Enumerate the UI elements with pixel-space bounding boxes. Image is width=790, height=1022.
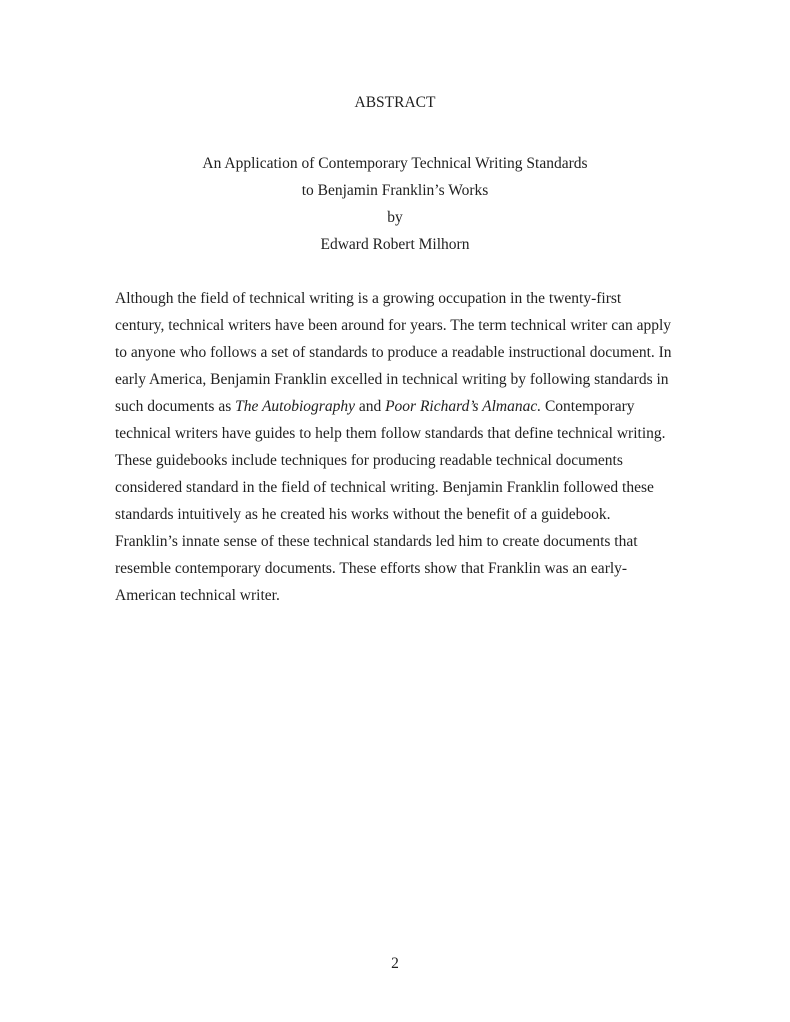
paragraph-line	[115, 366, 677, 393]
paragraph-line	[115, 339, 677, 366]
text-segment: Contemporary	[541, 398, 635, 415]
paragraph-line	[115, 312, 677, 339]
text-segment: and	[354, 398, 386, 415]
paragraph-line	[115, 393, 677, 420]
abstract-heading: ABSTRACT	[354, 94, 436, 111]
paragraph-line	[115, 474, 677, 501]
paragraph-line	[115, 528, 677, 555]
paragraph-line	[115, 501, 677, 528]
text-segment: considered standard in the field of technical writing. Benjamin Franklin followed these	[115, 479, 654, 496]
title-block	[0, 150, 790, 258]
paragraph-line	[115, 582, 677, 609]
text-segment: standards intuitively as he created his works without the benefit of a guidebook.	[115, 506, 611, 523]
paragraph-line	[115, 447, 677, 474]
text-segment: century, technical writers have been around for years. The term technical writer can apply	[115, 317, 672, 334]
paragraph-line	[115, 420, 677, 447]
author-name: Edward Robert Milhorn	[320, 236, 470, 253]
text-segment: to anyone who follows a set of standards to produce a readable instructional document. In	[115, 344, 672, 361]
text-segment: technical writers have guides to help them follow standards that define technical writing.	[115, 425, 666, 442]
text-segment: early America, Benjamin Franklin excelled in technical writing by following standards in	[115, 371, 669, 388]
title-line-2: to Benjamin Franklin’s Works	[301, 182, 489, 199]
page-number: 2	[391, 955, 399, 972]
italic-text-segment: The Autobiography	[235, 398, 355, 415]
text-segment: These guidebooks include techniques for producing readable technical documents	[115, 452, 623, 469]
byline: by	[387, 209, 403, 226]
text-segment: Although the field of technical writing is a growing occupation in the twenty-first	[115, 290, 622, 307]
title-line-1: An Application of Contemporary Technical Writing Standards	[202, 155, 588, 172]
abstract-paragraph	[115, 285, 677, 609]
text-segment: such documents as	[115, 398, 236, 415]
text-segment: resemble contemporary documents. These efforts show that Franklin was an early-	[115, 560, 628, 577]
text-segment: Franklin’s innate sense of these technical standards led him to create documents that	[115, 533, 638, 550]
text-segment: American technical writer.	[115, 587, 280, 604]
italic-text-segment: Poor Richard’s Almanac.	[385, 398, 542, 415]
paragraph-line	[115, 555, 677, 582]
paragraph-line	[115, 285, 677, 312]
